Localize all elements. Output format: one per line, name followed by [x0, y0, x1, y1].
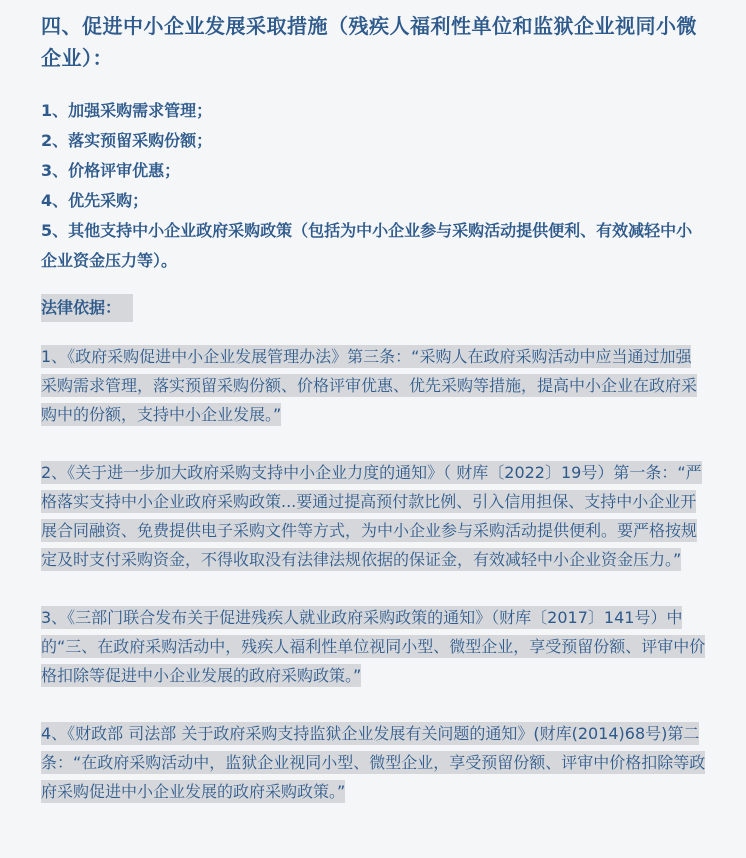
measure-item: 1、加强采购需求管理； [41, 101, 213, 120]
legal-basis-label: 法律依据： [41, 294, 133, 322]
law-citation [41, 603, 706, 690]
law-citation [41, 458, 706, 574]
section-heading: 四、促进中小企业发展采取措施（残疾人福利性单位和监狱企业视同小微企业）： [41, 14, 697, 70]
law-citation [41, 342, 706, 429]
measure-item: 3、价格评审优惠； [41, 161, 181, 180]
law-citation-text: 2、《关于进一步加大政府采购支持中小企业力度的通知》（ 财库〔2022〕19号）第一条：“严格落实支持中小企业政府采购政策...要通过提高预付款比例、引入信用担保、支持中小企业开展合同融资、免费提供电子采购文件等方式，为中小企业参与采购活动提供便利。要严格按规定及时支付采购资金，不得收取没有法律法规依据的保证金，有效减轻中小企业资金压力。” [41, 463, 702, 569]
measures-list [41, 96, 706, 276]
measure-item: 5、其他支持中小企业政府采购政策（包括为中小企业参与采购活动提供便利、有效减轻中小企业资金压力等）。 [41, 221, 693, 270]
law-citation [41, 719, 706, 806]
measure-item: 2、落实预留采购份额； [41, 131, 213, 150]
measure-item: 4、优先采购； [41, 191, 149, 210]
law-citation-text: 3、《三部门联合发布关于促进残疾人就业政府采购政策的通知》（财库〔2017〕141号）中的“三、在政府采购活动中，残疾人福利性单位视同小型、微型企业，享受预留份额、评审中价格扣除等促进中小企业发展的政府采购政策。” [41, 608, 706, 685]
law-citation-text: 4、《财政部 司法部 关于政府采购支持监狱企业发展有关问题的通知》(财库(2014)68号)第二条：“在政府采购活动中，监狱企业视同小型、微型企业，享受预留份额、评审中价格扣除等政府采购促进中小企业发展的政府采购政策。” [41, 724, 706, 801]
legal-basis-row [41, 294, 706, 322]
law-citation-text: 1、《政府采购促进中小企业发展管理办法》第三条：“采购人在政府采购活动中应当通过加强采购需求管理，落实预留采购份额、价格评审优惠、优先采购等措施，提高中小企业在政府采购中的份额，支持中小企业发展。” [41, 347, 698, 424]
